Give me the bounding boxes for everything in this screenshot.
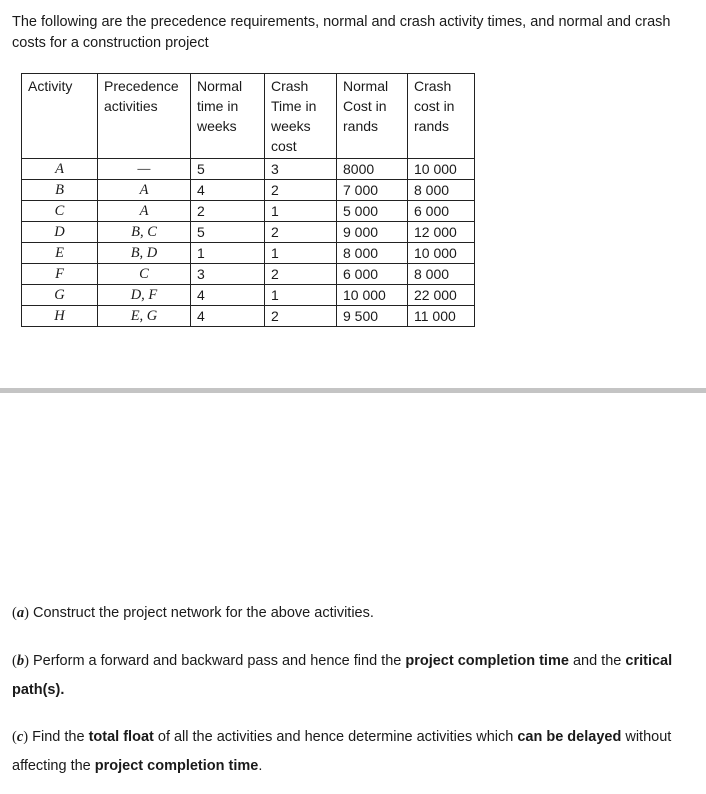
question-c-bold-3: project completion time — [94, 758, 259, 774]
cell-activity: E — [22, 243, 98, 264]
table-row — [22, 243, 475, 264]
cell-activity: C — [22, 201, 98, 222]
table-row — [22, 306, 475, 327]
table-header-row — [22, 74, 475, 159]
table-row — [22, 222, 475, 243]
cell-crash-time: 2 — [265, 222, 337, 243]
cell-normal-cost: 5 000 — [337, 201, 408, 222]
cell-crash-cost: 8 000 — [408, 180, 475, 201]
question-c-text-1: Find the — [32, 729, 85, 745]
cell-crash-time: 3 — [265, 159, 337, 180]
question-c-bold-2: can be delayed — [517, 729, 622, 745]
question-b-bold-2: critical path(s). — [12, 653, 673, 698]
cell-normal-cost: 9 500 — [337, 306, 408, 327]
cell-activity: A — [22, 159, 98, 180]
cell-precedence: A — [98, 201, 191, 222]
cell-normal-cost: 9 000 — [337, 222, 408, 243]
question-b-text-2: and the — [572, 653, 622, 669]
cell-normal-cost: 6 000 — [337, 264, 408, 285]
table-row — [22, 264, 475, 285]
question-c-text-4: . — [258, 758, 263, 774]
question-a-text: Construct the project network for the above activities. — [32, 605, 374, 621]
question-c-bold-1: total float — [88, 729, 154, 745]
table-body — [22, 159, 475, 327]
intro-text: The following are the precedence requirements, normal and crash activity times, and normal and crash costs for a construction project — [12, 14, 671, 51]
cell-precedence: E, G — [98, 306, 191, 327]
cell-normal-time: 4 — [191, 306, 265, 327]
cell-precedence: C — [98, 264, 191, 285]
question-c-text-2: of all the activities and hence determine activities which — [157, 729, 514, 745]
cell-normal-time: 4 — [191, 285, 265, 306]
table-row — [22, 159, 475, 180]
cell-precedence: — — [98, 159, 191, 180]
cell-normal-time: 5 — [191, 159, 265, 180]
cell-activity: D — [22, 222, 98, 243]
cell-crash-cost: 10 000 — [408, 243, 475, 264]
cell-precedence: B, C — [98, 222, 191, 243]
cell-precedence: D, F — [98, 285, 191, 306]
cell-crash-time: 2 — [265, 180, 337, 201]
cell-crash-time: 1 — [265, 201, 337, 222]
cell-crash-time: 1 — [265, 285, 337, 306]
cell-activity: H — [22, 306, 98, 327]
header-crash-cost: Crash cost in rands — [408, 74, 475, 159]
header-normal-cost: Normal Cost in rands — [337, 74, 408, 159]
cell-normal-time: 3 — [191, 264, 265, 285]
question-c-tag: c — [16, 729, 24, 745]
question-b-tag: b — [16, 653, 25, 669]
cell-activity: G — [22, 285, 98, 306]
cell-crash-cost: 8 000 — [408, 264, 475, 285]
cell-activity: B — [22, 180, 98, 201]
cell-crash-time: 1 — [265, 243, 337, 264]
question-b: (b) Perform a forward and backward pass and hence find the project completion time and the critical path(s). — [12, 653, 673, 698]
header-activity: Activity — [22, 74, 98, 159]
cell-precedence: B, D — [98, 243, 191, 264]
cell-normal-time: 5 — [191, 222, 265, 243]
header-normal-time: Normal time in weeks — [191, 74, 265, 159]
cell-normal-time: 1 — [191, 243, 265, 264]
cell-crash-cost: 11 000 — [408, 306, 475, 327]
cell-normal-cost: 8000 — [337, 159, 408, 180]
table-row — [22, 285, 475, 306]
cell-precedence: A — [98, 180, 191, 201]
question-b-bold-1: project completion time — [405, 653, 569, 669]
table-row — [22, 201, 475, 222]
question-b-text-1: Perform a forward and backward pass and hence find the — [32, 653, 402, 669]
cell-crash-cost: 10 000 — [408, 159, 475, 180]
cell-normal-time: 2 — [191, 201, 265, 222]
cell-normal-time: 4 — [191, 180, 265, 201]
question-c: (c) Find the total float of all the activities and hence determine activities which can be delayed without affecting the project completion time. — [12, 729, 672, 774]
header-precedence: Precedence activities — [98, 74, 191, 159]
cell-normal-cost: 10 000 — [337, 285, 408, 306]
question-a-tag: a — [16, 605, 25, 621]
header-crash-time: Crash Time in weeks cost — [265, 74, 337, 159]
cell-crash-time: 2 — [265, 306, 337, 327]
table-row — [22, 180, 475, 201]
question-a: (a) Construct the project network for the above activities. — [12, 605, 374, 621]
cell-activity: F — [22, 264, 98, 285]
question-c-text-3: without affecting the — [12, 729, 672, 774]
cell-crash-time: 2 — [265, 264, 337, 285]
cell-crash-cost: 22 000 — [408, 285, 475, 306]
cell-crash-cost: 6 000 — [408, 201, 475, 222]
section-divider — [0, 388, 706, 393]
project-table — [21, 73, 475, 327]
cell-crash-cost: 12 000 — [408, 222, 475, 243]
cell-normal-cost: 8 000 — [337, 243, 408, 264]
cell-normal-cost: 7 000 — [337, 180, 408, 201]
